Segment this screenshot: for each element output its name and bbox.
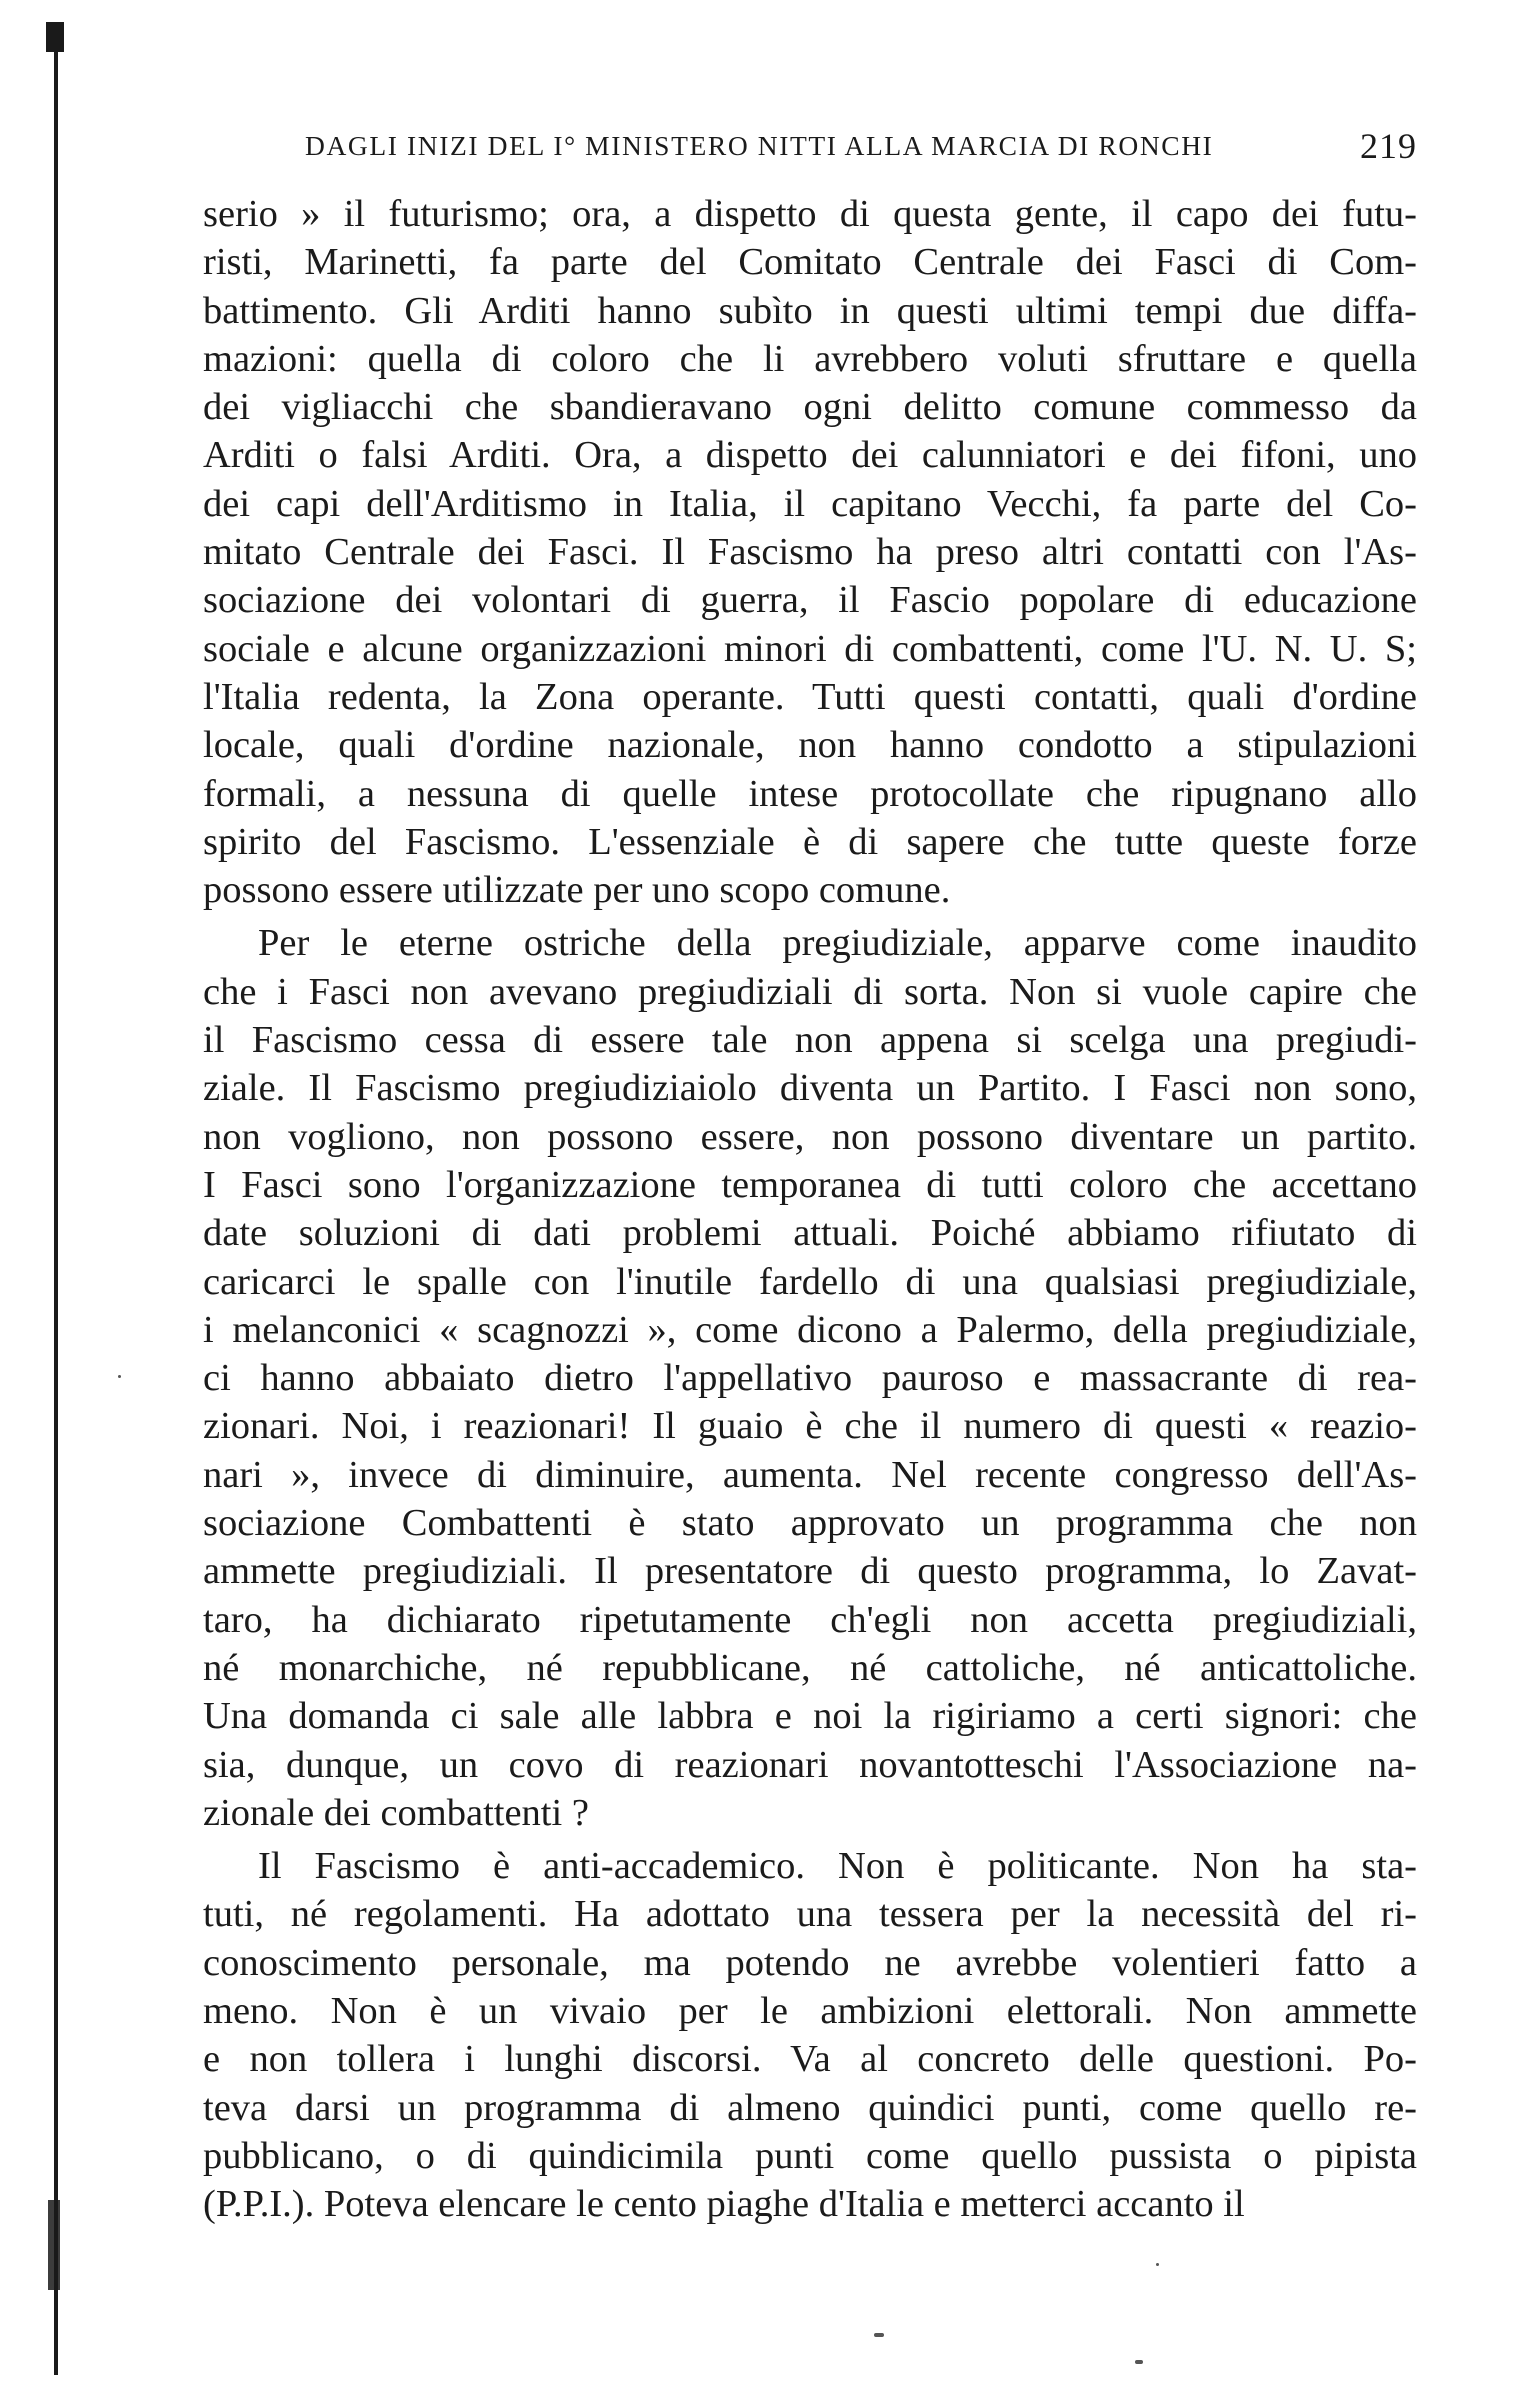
scan-speck [1135, 2360, 1143, 2364]
text-line: conoscimento personale, ma potendo ne avrebbe volentieri fatto a [203, 1941, 1417, 1984]
page-header [305, 120, 1417, 170]
text-line: serio » il futurismo; ora, a dispetto di questa gente, il capo dei futu- [203, 193, 1417, 235]
text-line: meno. Non è un vivaio per le ambizioni elettorali. Non ammette [203, 1989, 1417, 2032]
body-text [203, 190, 1417, 2228]
text-line: mazioni: quella di coloro che li avrebbero voluti sfruttare e quella [203, 337, 1417, 380]
text-line: Una domanda ci sale alle labbra e noi la rigiriamo a certi signori: che [203, 1695, 1417, 1738]
text-line: che i Fasci non avevano pregiudiziali di sorta. Non si vuole capire che [203, 970, 1417, 1013]
scan-speck [1156, 2263, 1159, 2266]
text-line: spirito del Fascismo. L'essenziale è di sapere che tutte queste forze [203, 820, 1417, 863]
running-title: DAGLI INIZI DEL I° MINISTERO NITTI ALLA MARCIA DI RONCHI [305, 130, 1214, 161]
text-line: sociazione dei volontari di guerra, il Fascio popolare di educazione [203, 579, 1417, 622]
text-line: e non tollera i lunghi discorsi. Va al concreto delle questioni. Po- [203, 2038, 1417, 2081]
binding-edge-line [54, 30, 58, 2375]
text-line: dei capi dell'Arditismo in Italia, il capitano Vecchi, fa parte del Co- [203, 482, 1417, 525]
text-line: caricarci le spalle con l'inutile fardello di una qualsiasi pregiudiziale, [203, 1260, 1417, 1303]
text-line: i melanconici « scagnozzi », come dicono a Palermo, della pregiudiziale, [203, 1308, 1417, 1351]
paragraph [203, 190, 1417, 914]
text-line: tuti, né regolamenti. Ha adottato una tessera per la necessità del ri- [203, 1893, 1417, 1936]
text-line: I Fasci sono l'organizzazione temporanea di tutti coloro che accettano [203, 1163, 1417, 1206]
paragraph [203, 919, 1417, 1837]
text-line: Arditi o falsi Arditi. Ora, a dispetto dei calunniatori e dei fifoni, uno [203, 434, 1417, 477]
text-line: sia, dunque, un covo di reazionari novantotteschi l'Associazione na- [203, 1743, 1417, 1786]
text-line: formali, a nessuna di quelle intese protocollate che ripugnano allo [203, 772, 1417, 815]
text-line: zionari. Noi, i reazionari! Il guaio è che il numero di questi « reazio- [203, 1405, 1417, 1448]
page-number: 219 [1360, 126, 1417, 166]
text-line: zionale dei combattenti ? [203, 1791, 589, 1834]
text-line: mitato Centrale dei Fasci. Il Fascismo ha preso altri contatti con l'As- [203, 531, 1417, 574]
text-line: Per le eterne ostriche della pregiudiziale, apparve come inaudito [258, 922, 1417, 965]
text-line: teva darsi un programma di almeno quindici punti, come quello re- [203, 2086, 1417, 2129]
text-line: Il Fascismo è anti-accademico. Non è politicante. Non ha sta- [258, 1845, 1417, 1888]
scan-speck [118, 1375, 121, 1378]
text-line: ammette pregiudiziali. Il presentatore di questo programma, lo Zavat- [203, 1550, 1417, 1593]
binding-mark [46, 22, 64, 52]
text-line: sociazione Combattenti è stato approvato un programma che non [203, 1502, 1417, 1545]
text-line: nari », invece di diminuire, aumenta. Nel recente congresso dell'As- [203, 1453, 1417, 1496]
text-line: ci hanno abbaiato dietro l'appellativo pauroso e massacrante di rea- [203, 1357, 1417, 1400]
text-line: non vogliono, non possono essere, non possono diventare un partito. [203, 1115, 1417, 1158]
text-line: battimento. Gli Arditi hanno subìto in questi ultimi tempi due diffa- [203, 289, 1417, 332]
text-line: ziale. Il Fascismo pregiudiziaiolo diventa un Partito. I Fasci non sono, [203, 1067, 1417, 1110]
text-line: possono essere utilizzate per uno scopo comune. [203, 869, 951, 912]
text-line: taro, ha dichiarato ripetutamente ch'egli non accetta pregiudiziali, [203, 1598, 1417, 1641]
text-line: date soluzioni di dati problemi attuali. Poiché abbiamo rifiutato di [203, 1212, 1417, 1255]
scan-speck [874, 2333, 884, 2337]
text-line: il Fascismo cessa di essere tale non appena si scelga una pregiudi- [203, 1019, 1417, 1062]
text-line: l'Italia redenta, la Zona operante. Tutti questi contatti, quali d'ordine [203, 675, 1417, 718]
paragraph [203, 1842, 1417, 2228]
text-line: né monarchiche, né repubblicane, né cattoliche, né anticattoliche. [203, 1646, 1417, 1689]
text-line: sociale e alcune organizzazioni minori di combattenti, come l'U. N. U. S; [203, 627, 1417, 670]
binding-mark [48, 2200, 60, 2290]
text-line: risti, Marinetti, fa parte del Comitato Centrale dei Fasci di Com- [203, 241, 1417, 284]
text-line: locale, quali d'ordine nazionale, non hanno condotto a stipulazioni [203, 724, 1417, 767]
text-line: (P.P.I.). Poteva elencare le cento piaghe d'Italia e metterci accanto il [203, 2183, 1245, 2226]
text-line: pubblicano, o di quindicimila punti come quello pussista o pipista [203, 2134, 1417, 2177]
text-line: dei vigliacchi che sbandieravano ogni delitto comune commesso da [203, 386, 1417, 429]
